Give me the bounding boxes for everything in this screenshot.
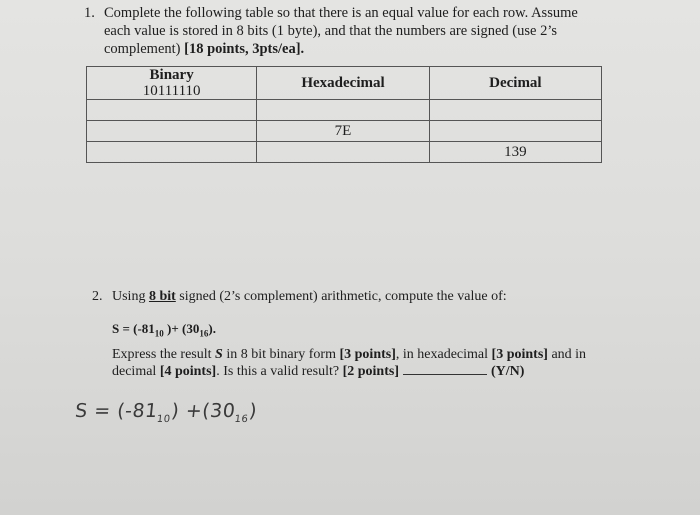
cell-binary-row1-extra — [87, 100, 257, 121]
conversion-table — [86, 66, 602, 163]
eight-bit-underlined: 8 bit — [148, 289, 176, 304]
cell-hex-row3 — [257, 142, 429, 163]
question-1-points: [18 points, 3pts/ea]. — [184, 41, 305, 57]
cell-hex-row2: 7E — [257, 121, 429, 142]
question-1-number: 1. — [84, 5, 95, 21]
cell-binary-row1: 10111110 — [142, 83, 201, 99]
question-2-intro: Using 8 bit signed (2’s complement) arithmetic, compute the value of: — [112, 289, 507, 304]
cell-hex-row1 — [257, 100, 429, 121]
question-2-expression: $S = (-81_{10}$ )+ $(30_{16})$. — [112, 321, 216, 339]
header-hexadecimal: Hexadecimal — [257, 67, 429, 100]
header-decimal: Decimal — [429, 67, 601, 100]
answer-blank[interactable] — [403, 364, 487, 375]
table-row — [87, 142, 602, 163]
question-2-instructions: Express the result S in 8 bit binary form [3 points], in hexadecimal [3 points] and in decimal [4 points]. Is this a valid result? [2 points] (Y/N) — [112, 347, 587, 379]
question-1-text: Complete the following table so that there is an equal value for each row. Assume each value is stored in 8 bits (1 byte), and that the numbers are signed (use 2’s complement) [18 points, 3pts/ea]. — [104, 5, 578, 57]
header-binary: Binary 10111110 — [87, 67, 257, 100]
table-header-row — [87, 67, 602, 100]
cell-binary-row2 — [87, 121, 257, 142]
table-row — [87, 100, 602, 121]
handwritten-expression: $S = (-81_{10}) +(30_{16})$ — [73, 400, 259, 425]
cell-binary-row3 — [87, 142, 257, 163]
yes-no-label: (Y/N) — [491, 364, 525, 379]
table-row — [87, 121, 602, 142]
question-2-number: 2. — [92, 289, 103, 304]
cell-decimal-row1 — [429, 100, 601, 121]
cell-decimal-row2 — [429, 121, 601, 142]
cell-decimal-row3: 139 — [429, 142, 601, 163]
